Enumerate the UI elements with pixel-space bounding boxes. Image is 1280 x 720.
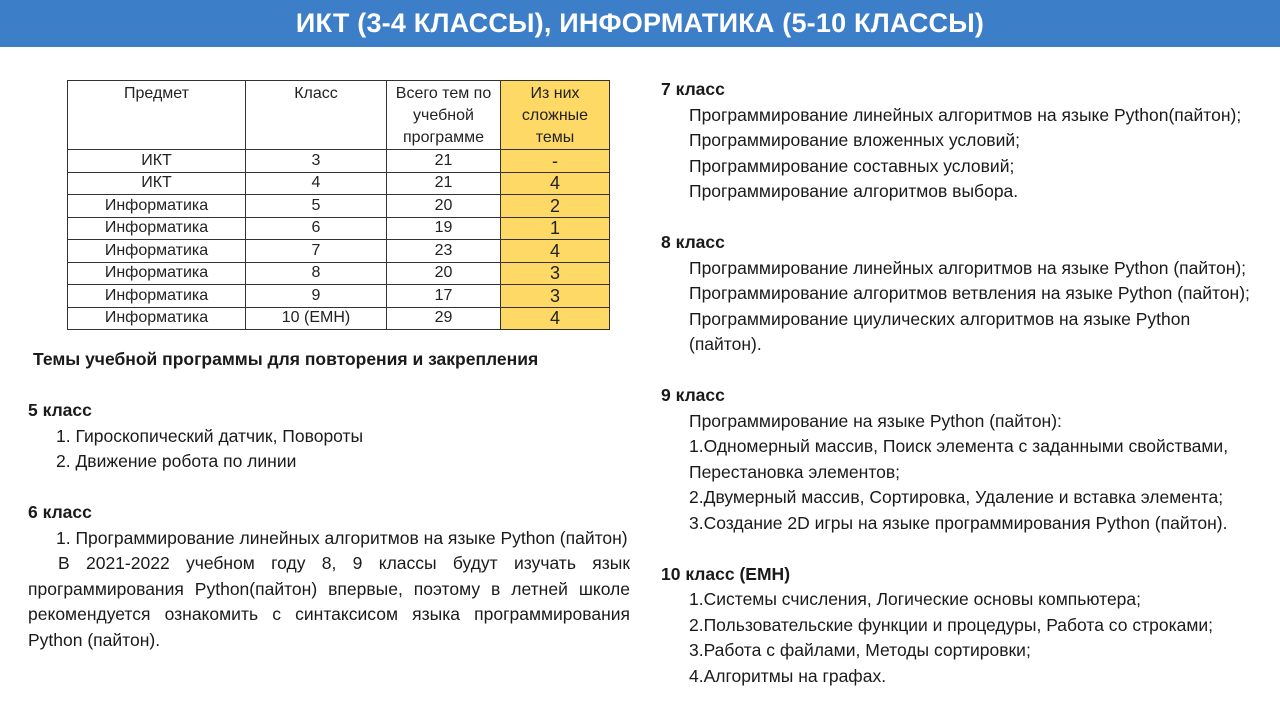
- cell-total-topics: 20: [387, 195, 501, 218]
- cell-grade: 7: [246, 240, 387, 263]
- table-row: [68, 172, 610, 195]
- grade5-item: 2. Движение робота по линии: [56, 451, 297, 471]
- grade8-item: Программирование линейных алгоритмов на языке Python (пайтон);: [689, 257, 1247, 278]
- grade7-item: Программирование линейных алгоритмов на языке Python(пайтон);: [689, 104, 1242, 125]
- cell-hard-topics: 4: [501, 172, 610, 195]
- cell-subject: Информатика: [68, 262, 246, 285]
- cell-hard-topics: 4: [501, 240, 610, 263]
- grade5-title: 5 класс: [28, 400, 92, 420]
- grade9-item: 1.Одномерный массив, Поиск элемента с заданными свойствами, Перестановка элементов;: [689, 436, 1229, 482]
- cell-grade: 8: [246, 262, 387, 285]
- grade6-title: 6 класс: [28, 502, 92, 522]
- cell-total-topics: 20: [387, 262, 501, 285]
- header-hard-topics: Из них сложные темы: [501, 81, 610, 150]
- cell-hard-topics: 2: [501, 195, 610, 218]
- cell-subject: Информатика: [68, 285, 246, 308]
- grade8-item: Программирование алгоритмов ветвления на языке Python (пайтон);: [689, 283, 1250, 303]
- grade6-item: 1. Программирование линейных алгоритмов на языке Python (пайтон): [56, 527, 628, 548]
- grade10-item: 4.Алгоритмы на графах.: [689, 665, 887, 686]
- grade6-note: В 2021-2022 учебном году 8, 9 классы будут изучать язык программирования Python(пайтон) впервые, поэтому в летней школе рекомендуется ознакомить с синтаксисом языка программирования Python (пайтон).: [28, 553, 630, 650]
- cell-grade: 6: [246, 217, 387, 240]
- cell-hard-topics: -: [501, 150, 610, 173]
- grade10-item: 3.Работа с файлами, Методы сортировки;: [689, 640, 1031, 660]
- cell-subject: Информатика: [68, 195, 246, 218]
- table-row: [68, 285, 610, 308]
- cell-total-topics: 21: [387, 150, 501, 173]
- cell-hard-topics: 4: [501, 307, 610, 330]
- grade5-item: 1. Гироскопический датчик, Повороты: [56, 425, 364, 446]
- cell-subject: Информатика: [68, 307, 246, 330]
- cell-hard-topics: 1: [501, 217, 610, 240]
- grade7-title: 7 класс: [661, 79, 725, 99]
- subjects-table: [67, 80, 610, 330]
- grade10-title: 10 класс (ЕМН): [661, 563, 791, 584]
- grade10-item: 2.Пользовательские функции и процедуры, Работа со строками;: [689, 614, 1214, 635]
- page-title: ИКТ (3-4 КЛАССЫ), ИНФОРМАТИКА (5-10 КЛАССЫ): [0, 0, 1280, 47]
- right-column: [661, 77, 1261, 689]
- grade7-item: Программирование вложенных условий;: [689, 130, 1021, 150]
- cell-subject: ИКТ: [68, 150, 246, 173]
- table-row: [68, 195, 610, 218]
- header-subject: Предмет: [68, 81, 246, 150]
- table-row: [68, 307, 610, 330]
- header-total-topics: Всего тем по учебной программе: [387, 81, 501, 150]
- grade8-title: 8 класс: [661, 232, 725, 252]
- cell-hard-topics: 3: [501, 262, 610, 285]
- cell-grade: 4: [246, 172, 387, 195]
- grade7-item: Программирование алгоритмов выбора.: [689, 181, 1019, 201]
- table-row: [68, 262, 610, 285]
- table-body: [68, 150, 610, 330]
- grade9-item: 2.Двумерный массив, Сортировка, Удаление и вставка элемента;: [689, 487, 1224, 507]
- cell-subject: Информатика: [68, 217, 246, 240]
- cell-total-topics: 21: [387, 172, 501, 195]
- grade7-item: Программирование составных условий;: [689, 155, 1015, 176]
- cell-total-topics: 23: [387, 240, 501, 263]
- table-row: [68, 240, 610, 263]
- cell-grade: 5: [246, 195, 387, 218]
- left-column: [28, 347, 630, 653]
- grade8-item: Программирование циулических алгоритмов на языке Python (пайтон).: [689, 308, 1191, 354]
- table-row: [68, 150, 610, 173]
- grade9-title: 9 класс: [661, 385, 725, 405]
- cell-total-topics: 17: [387, 285, 501, 308]
- grade9-item: Программирование на языке Python (пайтон):: [689, 410, 1062, 431]
- cell-subject: Информатика: [68, 240, 246, 263]
- cell-grade: 3: [246, 150, 387, 173]
- cell-grade: 9: [246, 285, 387, 308]
- section-heading: Темы учебной программы для повторения и закрепления: [33, 349, 539, 369]
- grade10-item: 1.Системы счисления, Логические основы компьютера;: [689, 589, 1142, 609]
- grade9-item: 3.Создание 2D игры на языке программирования Python (пайтон).: [689, 512, 1228, 533]
- table-row: [68, 217, 610, 240]
- table-header-row: [68, 81, 610, 150]
- cell-total-topics: 29: [387, 307, 501, 330]
- cell-grade: 10 (ЕМН): [246, 307, 387, 330]
- header-grade: Класс: [246, 81, 387, 150]
- cell-subject: ИКТ: [68, 172, 246, 195]
- cell-total-topics: 19: [387, 217, 501, 240]
- cell-hard-topics: 3: [501, 285, 610, 308]
